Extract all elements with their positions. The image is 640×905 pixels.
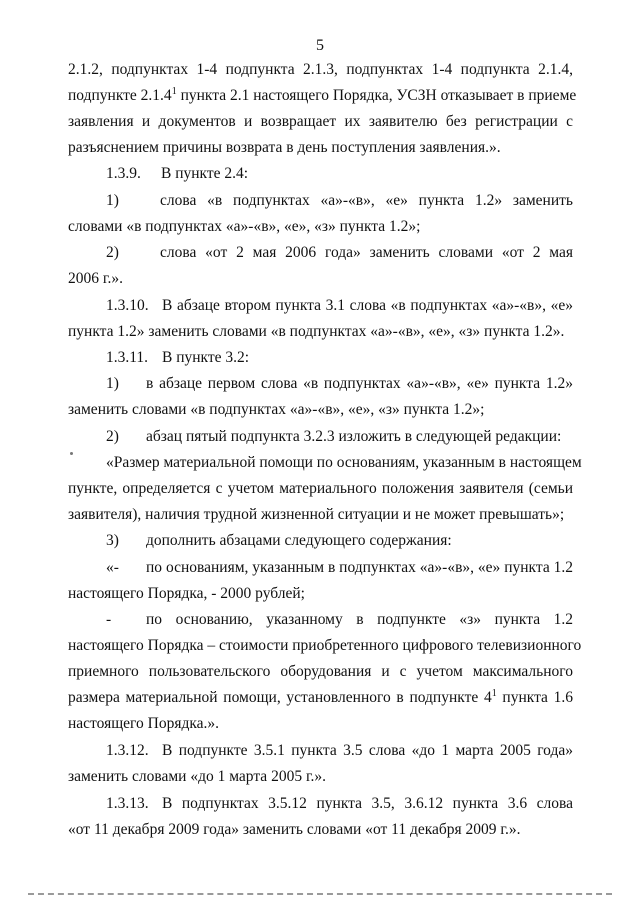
text-line: пункте, определяется с учетом материального положения заявителя (семьи (68, 480, 573, 497)
text-line: приемного пользовательского оборудования и с учетом максимального (68, 663, 573, 680)
clause-number: 1.3.10. (106, 297, 149, 314)
clause-number: - (106, 611, 112, 628)
text-line: словами «в подпунктах «а»-«в», «е», «з» пункта 1.2»; (68, 218, 421, 235)
text-line: 2.1.2, подпунктах 1-4 подпункта 2.1.3, подпунктах 1-4 подпункта 2.1.4, (68, 61, 573, 78)
text-line: заменить словами «в подпунктах «а»-«в», «е», «з» пункта 1.2»; (68, 401, 485, 418)
text-line: разъяснением причины возврата в день поступления заявления.». (68, 139, 501, 156)
text-line: настоящего Порядка – стоимости приобретенного цифрового телевизионного (68, 637, 582, 654)
clause-number: «- (106, 559, 119, 576)
clause-number: 1) (106, 375, 119, 392)
clause-number: 1.3.12. (106, 742, 149, 759)
clause-number: 1) (106, 192, 119, 209)
text-line: заявителя), наличия трудной жизненной ситуации и не может превышать»; (68, 506, 565, 523)
text-line: настоящего Порядка, - 2000 рублей; (68, 585, 305, 602)
clause-number: 1.3.11. (106, 349, 149, 366)
page-bottom-edge (28, 893, 612, 895)
text-line: «от 11 декабря 2009 года» заменить словами «от 11 декабря 2009 г.». (68, 821, 521, 838)
page-number: 5 (316, 37, 324, 54)
clause-number: 3) (106, 532, 119, 549)
clause-number: 2) (106, 244, 119, 261)
text-line: размера материальной помощи, установленного в подпункте $4^1$ пункта 1.6 (68, 687, 573, 706)
clause-number: 1.3.9. (106, 165, 141, 182)
text-line: заявления и документов и возвращает их заявителю без регистрации с (68, 113, 573, 130)
text-line: подпункте 2.1.4$^1$ пункта 2.1 настоящего Порядка, УСЗН отказывает в приеме (68, 85, 577, 104)
document-page: 5 2.1.2, подпунктах 1-4 подпункта 2.1.3, подпунктах 1-4 подпункта 2.1.4, подпункте 2.1.4$^1$ пункта 2.1 настоящего Порядка, УСЗН отказывает в приеме заявления и документов и возвращает их заявителю без регистрации с разъяснением причины возврата в день поступления заявления.». 1.3.9. В пункте 2.4: 1) слова «в подпунктах «а»-«в», «е» пункта 1.2» заменить словами «в подпунктах «а»-«в», «е», «з» пункта 1.2»; 2) слова «от 2 мая 2006 года» заменить словами «от 2 мая 2006 г.». 1.3.10. В абзаце втором пункта 3.1 слова «в подпунктах «а»-«в», «е» пункта 1.2» заменить словами «в подпунктах «а»-«в», «е», «з» пункта 1.2». 1.3.11. В пункте 3.2: 1) в абзаце первом слова «в подпунктах «а»-«в», «е» пункта 1.2» заменить словами «в подпунктах «а»-«в», «е», «з» пункта 1.2»; 2) абзац пятый подпункта 3.2.3 изложить в следующей редакции: «Размер материальной помощи по основаниям, указанным в настоящем пункте, определяется с учетом материального положения заявителя (семьи заявителя), наличия трудной жизненной ситуации и не может превышать»; 3) дополнить абзацами следующего содержания: «- по основаниям, указанным в подпунктах «а»-«в», «е» пункта 1.2 настоящего Порядка, - 2000 рублей; - по основанию, указанному в подпункте «з» пункта 1.2 настоящего Порядка – стоимости приобретенного цифрового телевизионного приемного пользовательского оборудования и с учетом максимального размера материальной помощи, установленного в подпункте $4^1$ пункта 1.6 настоящего Порядка.». 1.3.12. В подпункте 3.5.1 пункта 3.5 слова «до 1 марта 2005 года» заменить словами «до 1 марта 2005 г.». 1.3.13. В подпунктах 3.5.12 пункта 3.5, 3.6.12 пункта 3.6 слова «от 11 декабря 2009 года» заменить словами «от 11 декабря 2009 г.». (0, 0, 640, 905)
clause-number: 2) (106, 428, 119, 445)
text-line: пункта 1.2» заменить словами «в подпунктах «а»-«в», «е», «з» пункта 1.2». (68, 323, 565, 340)
text-line: 2006 г.». (68, 270, 123, 287)
scan-speck (70, 452, 73, 455)
text-line: «Размер материальной помощи по основаниям, указанным в настоящем (106, 454, 582, 471)
text-line: настоящего Порядка.». (68, 715, 220, 732)
text-line: заменить словами «до 1 марта 2005 г.». (68, 768, 327, 785)
clause-number: 1.3.13. (106, 795, 149, 812)
